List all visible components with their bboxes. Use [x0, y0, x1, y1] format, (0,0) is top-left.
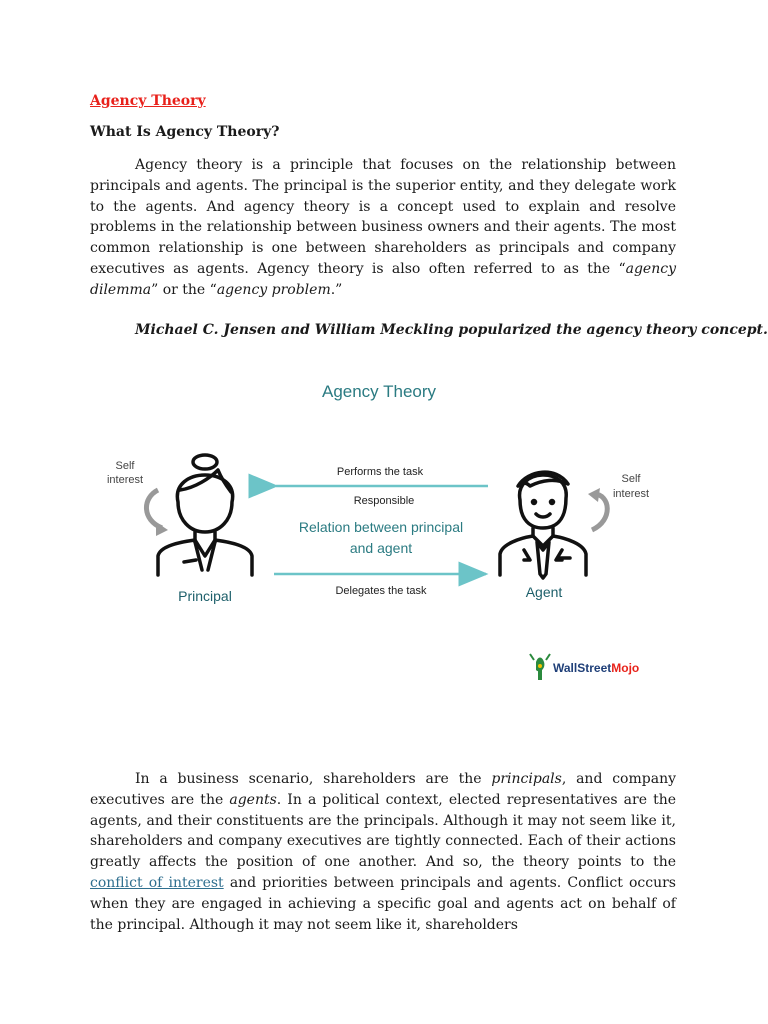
business-text-a: In a business scenario, shareholders are the: [135, 771, 492, 787]
self-interest-left-line2: interest: [106, 474, 144, 486]
curved-arrow-left-icon: [146, 490, 162, 528]
agent-person-icon: [500, 472, 586, 578]
self-interest-right-line2: interest: [612, 488, 650, 500]
curved-arrow-left-head: [156, 522, 168, 536]
wallstreetmojo-logo: [530, 654, 639, 680]
intro-text: Agency theory is a principle that focuses on the relationship between principals and agents. The principal is the superior entity, and they delegate work to the agents. And agency theory is a concept used to explain and resolve problems in the relationship between business owners and their agents. The most common relationship is one between shareholders as principals and company executives as agents. Agency theory is also often referred to as the “: [90, 157, 676, 277]
emphasis-agency-dilemma: agency dilemma: [90, 260, 676, 298]
emphasis-agency-problem: agency problem: [216, 281, 331, 298]
business-text-b: , and company executives are the: [90, 771, 676, 808]
delegates-task-label: Delegates the task: [335, 585, 427, 597]
business-paragraph: [90, 769, 676, 935]
curved-arrow-right-head: [588, 488, 600, 502]
emphasis-principals: principals: [491, 771, 562, 787]
self-interest-left-line1: Self: [115, 460, 135, 472]
intro-text-end: .”: [330, 281, 343, 298]
emphasis-agents: agents: [229, 791, 277, 808]
relation-line1: Relation between principal: [298, 519, 464, 535]
relation-line2: and agent: [349, 540, 413, 556]
attribution-quote: Michael C. Jensen and William Meckling popularized the agency theory concept.: [135, 322, 768, 338]
performs-task-label: Performs the task: [336, 466, 424, 478]
conflict-of-interest-link[interactable]: conflict of interest: [90, 874, 224, 891]
business-text-c: . In a political context, elected representatives are the agents, and their constituents are the principals. Although it may not seem like it, shareholders and company executives are tightly connected. Each of their actions greatly affects the position of one another. And so, the theory points to the: [90, 791, 676, 871]
svg-text:WallStreetMojo: [553, 661, 639, 675]
business-text-d: and priorities between principals and agents. Conflict occurs when they are engaged in achieving a specific goal and agents act on behalf of the principal. Although it may not seem like it, shareholders: [90, 874, 676, 933]
principal-person-icon: [158, 455, 252, 575]
bull-logo-icon: [530, 654, 550, 680]
logo-text-wallstreet: WallStreet: [553, 661, 612, 675]
logo-text-mojo: Mojo: [611, 661, 640, 675]
section-heading: What Is Agency Theory?: [90, 124, 280, 140]
self-interest-right-line1: Self: [621, 473, 641, 485]
agent-label: Agent: [525, 584, 563, 600]
diagram-title: Agency Theory: [321, 382, 437, 401]
principal-label: Principal: [178, 588, 232, 604]
agency-theory-diagram: [100, 370, 660, 690]
responsible-label: Responsible: [353, 495, 415, 507]
document-title: Agency Theory: [90, 93, 206, 109]
curved-arrow-right-icon: [592, 494, 607, 530]
intro-paragraph: [90, 155, 676, 301]
intro-text-mid: ” or the “: [151, 281, 217, 298]
